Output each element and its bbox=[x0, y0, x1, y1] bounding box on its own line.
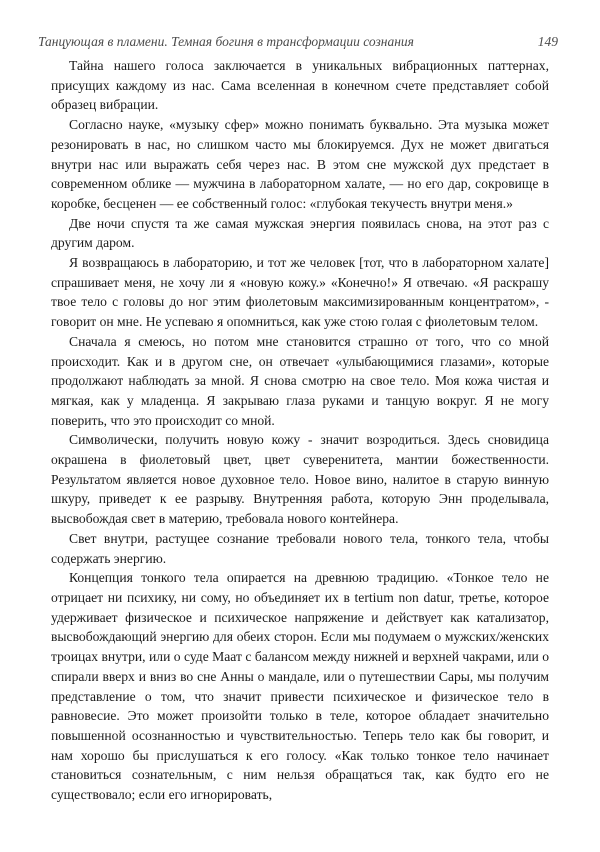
paragraph: Тайна нашего голоса заключается в уникальных вибрационных паттернах, присущих каждому из нас. Сама вселенная в конечном счете представляет собой образец вибрации. bbox=[51, 58, 549, 113]
paragraph: Символически, получить новую кожу - значит возродиться. Здесь сновидица окрашена в фиолетовый цвет, цвет суверенитета, мантии божественности. Результатом является новое духовное тело. Новое вино, налитое в старую винную шкуру, приведет к ее разрыву. Внутренняя работа, которую Энн проделывала, высвобождая свет в материю, требовала нового контейнера. bbox=[51, 432, 549, 527]
page-body bbox=[51, 56, 549, 805]
paragraph: Я возвращаюсь в лабораторию, и тот же человек [тот, что в лабораторном халате] спрашивает меня, не хочу ли я «новую кожу.» «Конечно!» Я отвечаю. «Я раскрашу твое тело с головы до ног этим фиолетовым максимизированным концентратом», - говорит он мне. Не успеваю я опомниться, как уже стою голая с фиолетовым телом. bbox=[51, 255, 549, 330]
running-title: Танцующая в пламени. Темная богиня в трансформации сознания bbox=[38, 34, 414, 49]
page-number: 149 bbox=[537, 34, 558, 49]
paragraph: Концепция тонкого тела опирается на древнюю традицию. «Тонкое тело не отрицает ни психику, ни сому, но объединяет их в tertium non datur, третье, которое удерживает физическое и психическое напряжение и действует как катализатор, высвобождающий энергию для обеих сторон. Если мы подумаем о мужских/женских троицах внутри, или о суде Маат с балансом между нижней и верхней чакрами, или о спирали вверх и вниз во сне Анны о мандале, или о путешествии Сары, мы получим представление о том, что значит привести психическое и физическое тело в равновесие. Это может произойти только в теле, которое обладает значительно повышенной осознанностью и чувствительностью. Теперь тело как бы говорит, и нам хорошо бы прислушаться к его голосу. «Как только тонкое тело начинает становиться сознательным, с ним нельзя обращаться так, как будто его не существовало; если его игнорировать, bbox=[51, 570, 549, 803]
paragraph: Сначала я смеюсь, но потом мне становится страшно от того, что со мной происходит. Как и в другом сне, он отвечает «улыбающимися глазами», которые продолжают наблюдать за мной. Я снова смотрю на свое тело. Моя кожа чистая и мягкая, как у младенца. Я закрываю глаза руками и танцую вокруг. Я не могу поверить, что это происходит со мной. bbox=[51, 333, 549, 428]
paragraph: Две ночи спустя та же самая мужская энергия появилась снова, на этот раз с другим даром. bbox=[51, 215, 549, 251]
running-head bbox=[38, 34, 558, 50]
paragraph: Согласно науке, «музыку сфер» можно понимать буквально. Эта музыка может резонировать в нас, но слишком часто мы блокируемся. Дух не может двигаться внутри нас или выражать себя через нас. В этом сне мужской дух предстает в современном облике — мужчина в лабораторном халате, — но его дар, сокровище в коробке, бесценен — ее собственный голос: «глубокая текучесть внутри меня.» bbox=[51, 117, 549, 211]
paragraph: Свет внутри, растущее сознание требовали нового тела, тонкого тела, чтобы содержать энергию. bbox=[51, 530, 549, 566]
